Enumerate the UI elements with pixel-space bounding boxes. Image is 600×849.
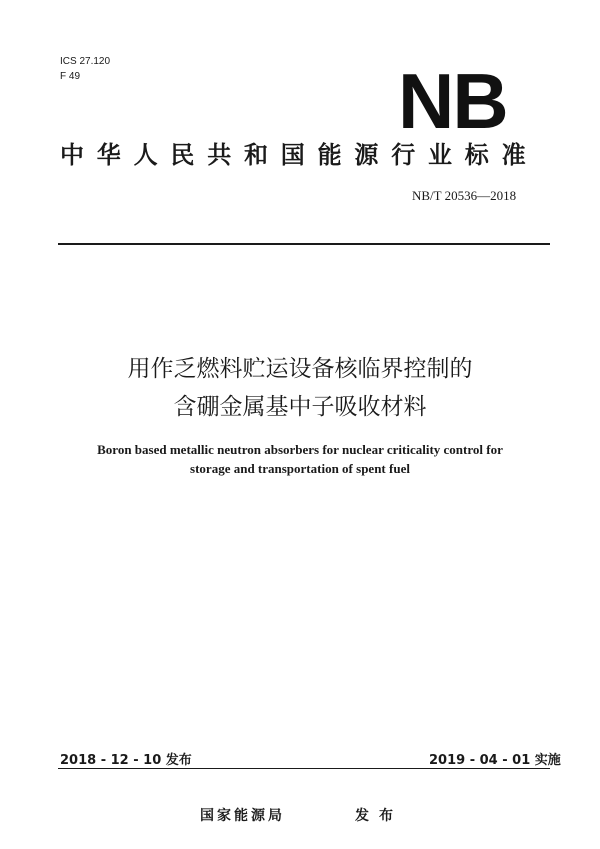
standard-name: 中华人民共和国能源行业标准 bbox=[60, 141, 539, 169]
implementation-date: 2019 - 04 - 01 实施 bbox=[429, 753, 561, 768]
issue-word: 发布 bbox=[355, 808, 403, 824]
nb-logo: NB bbox=[398, 57, 507, 145]
ccs-code: F 49 bbox=[60, 71, 81, 82]
issue-date: 2018 - 12 - 10 发布 bbox=[60, 753, 192, 768]
standard-code: NB/T 20536—2018 bbox=[412, 188, 517, 203]
title-cn-line2: 含硼金属基中子吸收材料 bbox=[173, 394, 427, 420]
title-en-line1: Boron based metallic neutron absorbers for nuclear criticality control for bbox=[97, 442, 503, 457]
title-en-line2: storage and transportation of spent fuel bbox=[190, 461, 410, 476]
issuer: 国家能源局 bbox=[200, 808, 285, 824]
header-rule bbox=[58, 243, 550, 245]
ics-code: ICS 27.120 bbox=[60, 56, 111, 67]
title-cn-line1: 用作乏燃料贮运设备核临界控制的 bbox=[127, 356, 473, 382]
footer-rule bbox=[58, 768, 550, 769]
